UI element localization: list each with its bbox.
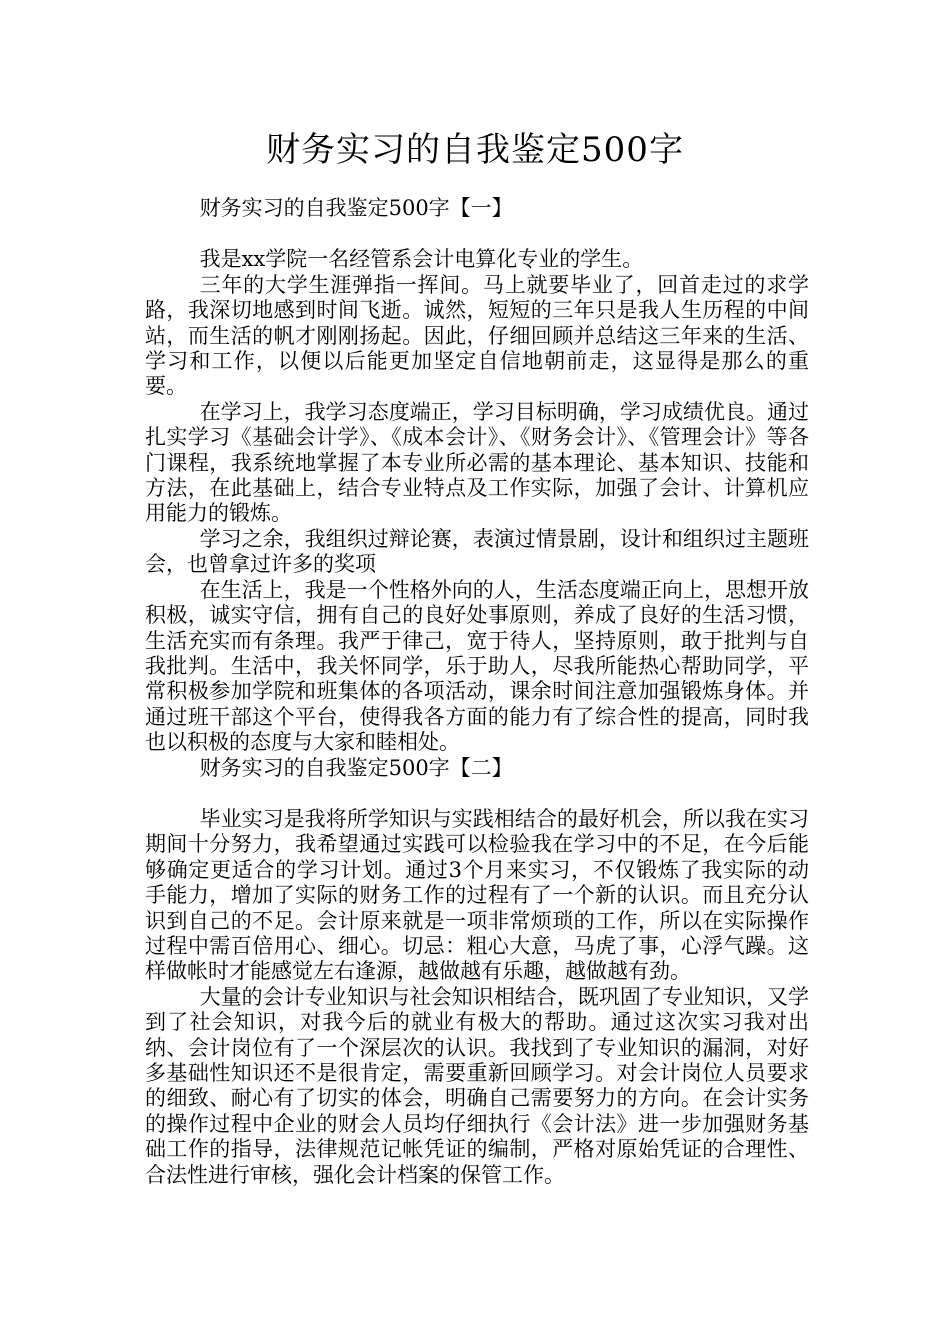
paragraph: 学习之余，我组织过辩论赛，表演过情景剧，设计和组织过主题班会，也曾拿过许多的奖项 <box>145 526 809 577</box>
paragraph: 在生活上，我是一个性格外向的人，生活态度端正向上，思想开放积极，诚实守信，拥有自己的良好处事原则，养成了良好的生活习惯，生活充实而有条理。我严于律己，宽于待人，坚持原则，敢于批判与自我批判。生活中，我关怀同学，乐于助人，尽我所能热心帮助同学，平常积极参加学院和班集体的各项活动，课余时间注意加强锻炼身体。并通过班干部这个平台，使得我各方面的能力有了综合性的提高，同时我也以积极的态度与大家和睦相处。 <box>145 577 809 755</box>
paragraph: 毕业实习是我将所学知识与实践相结合的最好机会，所以我在实习期间十分努力，我希望通过实践可以检验我在学习中的不足，在今后能够确定更适合的学习计划。通过3个月来实习，不仅锻炼了我实际的动手能力，增加了实际的财务工作的过程有了一个新的认识。而且充分认识到自己的不足。会计原来就是一项非常烦琐的工作，所以在实际操作过程中需百倍用心、细心。切忌：粗心大意，马虎了事，心浮气躁。这样做帐时才能感觉左右逢源，越做越有乐趣，越做越有劲。 <box>145 806 809 984</box>
paragraph: 在学习上，我学习态度端正，学习目标明确，学习成绩优良。通过扎实学习《基础会计学》、《成本会计》、《财务会计》、《管理会计》等各门课程，我系统地掌握了本专业所必需的基本理论、基本知识、技能和方法，在此基础上，结合专业特点及工作实际，加强了会计、计算机应用能力的锻炼。 <box>145 399 809 526</box>
paragraph: 大量的会计专业知识与社会知识相结合，既巩固了专业知识，又学到了社会知识，对我今后的就业有极大的帮助。通过这次实习我对出纳、会计岗位有了一个深层次的认识。我找到了专业知识的漏洞，对好多基础性知识还不是很肯定，需要重新回顾学习。对会计岗位人员要求的细致、耐心有了切实的体会，明确自己需要努力的方向。在会计实务的操作过程中企业的财会人员均仔细执行《会计法》进一步加强财务基础工作的指导，法律规范记帐凭证的编制，严格对原始凭证的合理性、合法性进行审核，强化会计档案的保管工作。 <box>145 984 809 1187</box>
section-heading-1: 财务实习的自我鉴定500字【一】 <box>199 196 513 220</box>
section-heading-2: 财务实习的自我鉴定500字【二】 <box>199 755 513 780</box>
paragraph: 三年的大学生涯弹指一挥间。马上就要毕业了，回首走过的求学路，我深切地感到时间飞逝。诚然，短短的三年只是我人生历程的中间站，而生活的帆才刚刚扬起。因此，仔细回顾并总结这三年来的生活、学习和工作，以便以后能更加坚定自信地朝前走，这显得是那么的重要。 <box>145 272 809 399</box>
paragraph: 我是xx学院一名经管系会计电算化专业的学生。 <box>199 247 644 272</box>
document-title: 财务实习的自我鉴定500字 <box>266 130 684 170</box>
document-body <box>145 196 809 1188</box>
